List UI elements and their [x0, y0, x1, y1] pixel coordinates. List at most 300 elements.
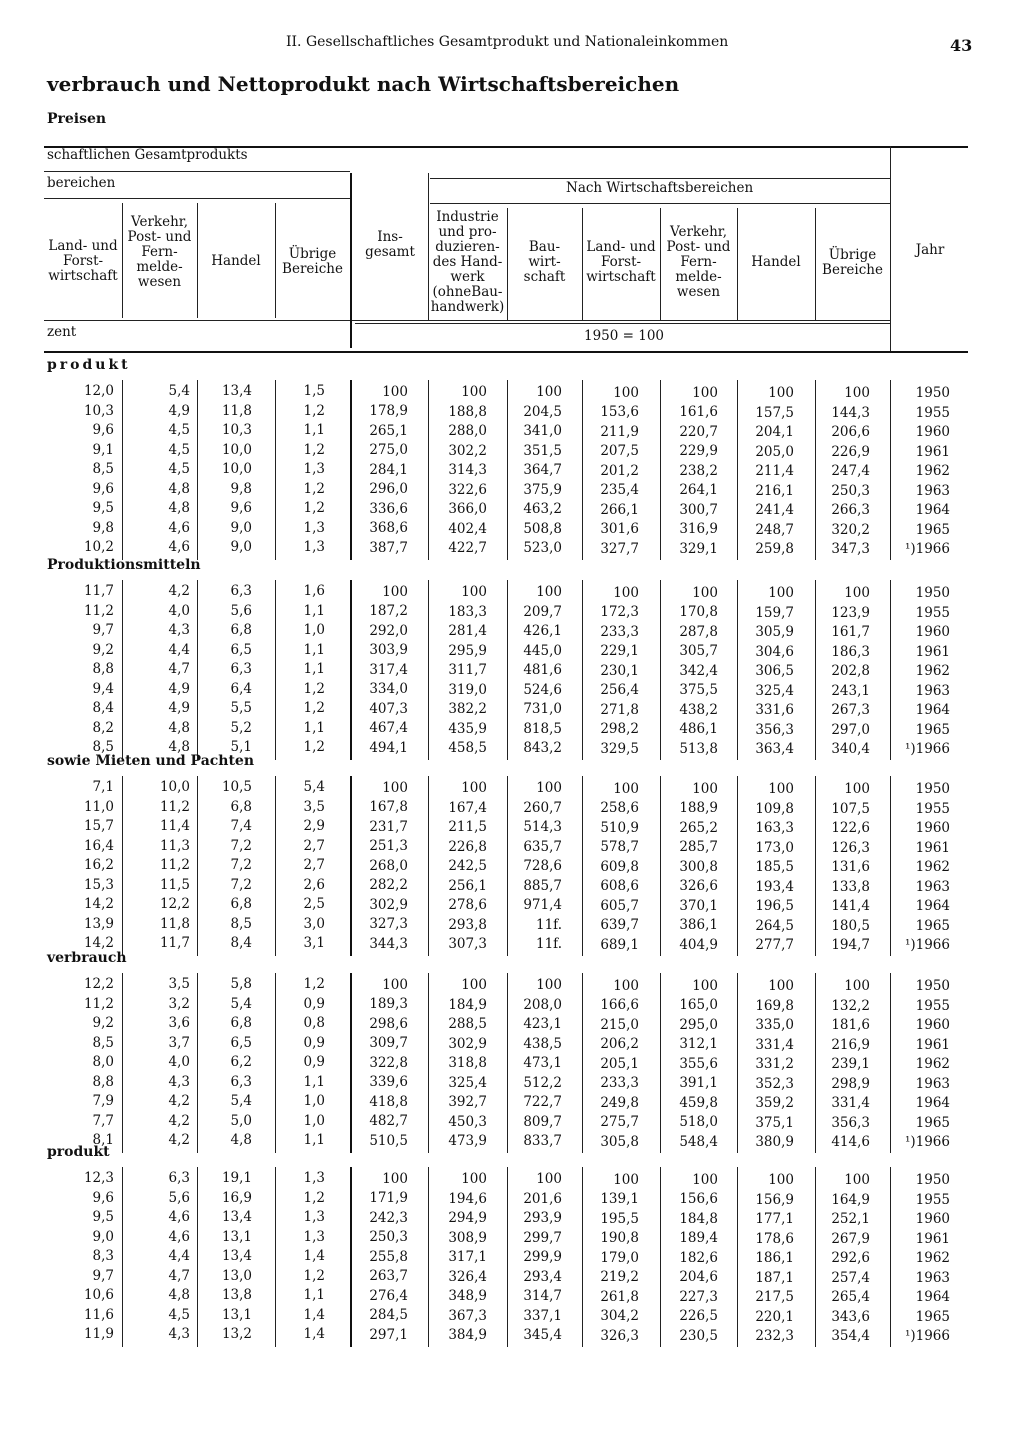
table-cell: 9,6 — [92, 422, 114, 438]
table-cell: 301,6 — [600, 521, 639, 537]
table-cell: 5,4 — [230, 995, 252, 1012]
table-cell: 3,7 — [168, 1034, 190, 1051]
table-cell: 100 — [461, 384, 487, 401]
table-cell: 100 — [844, 385, 870, 402]
table-cell: 391,1 — [679, 1075, 718, 1092]
section-label: Produktionsmitteln — [47, 557, 201, 573]
group-header-left-2: bereichen — [47, 175, 116, 191]
table-cell: 5,0 — [230, 1112, 252, 1129]
year-cell: 1961 — [915, 443, 950, 460]
table-cell: 275,0 — [369, 442, 408, 459]
table-cell: 10,5 — [221, 779, 252, 795]
table-cell: 204,1 — [755, 424, 794, 440]
table-cell: 139,1 — [600, 1191, 639, 1207]
table-cell: 1,0 — [303, 1093, 325, 1109]
table-cell: 169,8 — [755, 997, 794, 1014]
table-cell: 513,8 — [679, 740, 718, 757]
table-cell: 163,3 — [755, 820, 794, 836]
year-cell: 1950 — [915, 978, 950, 995]
table-cell: 1,4 — [303, 1248, 325, 1264]
table-cell: 435,9 — [448, 720, 487, 737]
table-cell: 229,1 — [600, 643, 639, 659]
column-rule — [122, 1167, 123, 1347]
table-cell: 9,7 — [92, 622, 114, 638]
table-cell: 100 — [768, 1172, 794, 1188]
year-cell: ¹)1966 — [904, 1134, 950, 1151]
table-cell: 8,5 — [230, 915, 252, 932]
table-cell: 298,6 — [369, 1015, 408, 1032]
table-cell: 157,5 — [755, 404, 794, 421]
table-cell: 13,4 — [221, 383, 252, 399]
table-cell: 264,5 — [755, 917, 794, 934]
table-cell: 226,9 — [831, 443, 870, 460]
table-cell: 268,0 — [369, 857, 408, 874]
table-cell: 523,0 — [523, 540, 562, 557]
year-cell: 1962 — [915, 1250, 950, 1267]
table-cell: 264,1 — [679, 482, 718, 499]
table-cell: 4,8 — [230, 1132, 252, 1148]
table-cell: 8,5 — [92, 739, 114, 755]
table-cell: 161,6 — [679, 404, 718, 421]
table-cell: 100 — [613, 780, 639, 797]
table-cell: 16,4 — [83, 837, 114, 854]
col-header-handel-left: Handel — [211, 253, 261, 269]
table-cell: 524,6 — [523, 681, 562, 698]
table-cell: 3,2 — [168, 995, 190, 1012]
table-cell: 207,5 — [600, 443, 639, 459]
table-cell: 4,7 — [168, 1267, 190, 1284]
col-header-land-forst-right: Land- und Forst- wirtschaft — [586, 239, 656, 285]
year-cell: 1963 — [915, 878, 950, 895]
table-cell: 166,6 — [600, 997, 639, 1013]
table-cell: 16,9 — [221, 1189, 252, 1206]
table-cell: 4,7 — [168, 661, 190, 677]
table-cell: 331,4 — [755, 1036, 794, 1053]
table-cell: 322,8 — [369, 1054, 408, 1071]
table-cell: 13,8 — [221, 1287, 252, 1303]
table-cell: 375,1 — [755, 1114, 794, 1131]
table-cell: 9,6 — [230, 500, 252, 516]
table-cell: 11,7 — [83, 583, 114, 599]
table-cell: 486,1 — [679, 721, 718, 738]
page-subtitle: Preisen — [47, 111, 107, 127]
group-header-left: schaftlichen Gesamtprodukts — [47, 147, 248, 163]
table-cell: 189,3 — [369, 996, 408, 1013]
table-cell: 6,3 — [230, 583, 252, 599]
table-cell: 9,0 — [230, 519, 252, 536]
table-cell: 342,4 — [679, 662, 718, 679]
table-cell: 190,8 — [600, 1230, 639, 1246]
table-cell: 217,5 — [755, 1289, 794, 1305]
table-cell: 298,9 — [831, 1075, 870, 1092]
table-cell: 329,5 — [600, 740, 639, 757]
table-cell: 281,4 — [448, 623, 487, 640]
table-cell: 261,8 — [600, 1288, 639, 1305]
column-rule — [122, 580, 123, 760]
table-cell: 206,2 — [600, 1036, 639, 1052]
year-cell: 1961 — [915, 1230, 950, 1247]
table-cell: 3,5 — [168, 976, 190, 992]
table-cell: 100 — [536, 1171, 562, 1188]
table-cell: 1,2 — [303, 680, 325, 697]
table-cell: 327,3 — [369, 916, 408, 933]
table-cell: 230,1 — [600, 662, 639, 679]
table-cell: 510,9 — [600, 819, 639, 836]
table-cell: 229,9 — [679, 443, 718, 460]
table-cell: 514,3 — [523, 819, 562, 836]
table-cell: 131,6 — [831, 859, 870, 876]
table-cell: 8,4 — [92, 700, 114, 716]
table-cell: 13,2 — [221, 1326, 252, 1342]
table-cell: 11,6 — [83, 1306, 114, 1323]
table-cell: 133,8 — [831, 878, 870, 895]
table-cell: 8,2 — [92, 719, 114, 736]
table-cell: 322,6 — [448, 481, 487, 498]
table-cell: 11,2 — [83, 995, 114, 1012]
table-cell: 345,4 — [523, 1327, 562, 1344]
table-cell: 107,5 — [831, 800, 870, 817]
table-cell: 188,8 — [448, 403, 487, 420]
table-cell: 288,0 — [448, 423, 487, 440]
table-cell: 510,5 — [369, 1132, 408, 1149]
table-cell: 302,2 — [448, 442, 487, 459]
table-cell: 9,5 — [92, 500, 114, 516]
table-cell: 9,4 — [92, 680, 114, 697]
table-cell: 302,9 — [369, 896, 408, 913]
year-cell: 1964 — [915, 898, 950, 915]
table-cell: 299,7 — [523, 1229, 562, 1246]
table-cell: 1,3 — [303, 461, 325, 477]
table-cell: 277,7 — [755, 937, 794, 953]
table-cell: 233,3 — [600, 1075, 639, 1091]
table-cell: 352,3 — [755, 1075, 794, 1092]
table-cell: 1,1 — [303, 1073, 325, 1090]
table-cell: 518,0 — [679, 1114, 718, 1131]
table-cell: 109,8 — [755, 800, 794, 817]
table-cell: 305,9 — [755, 624, 794, 640]
table-cell: 250,3 — [369, 1229, 408, 1246]
group-header-right: Nach Wirtschaftsbereichen — [566, 180, 754, 196]
table-cell: 172,3 — [600, 604, 639, 620]
year-cell: 1960 — [915, 1017, 950, 1034]
table-cell: 1,4 — [303, 1326, 325, 1342]
table-cell: 508,8 — [523, 520, 562, 537]
table-cell: 722,7 — [523, 1094, 562, 1111]
table-cell: 11,7 — [159, 935, 190, 951]
table-cell: 4,2 — [168, 1093, 190, 1109]
table-cell: 266,3 — [831, 502, 870, 519]
table-cell: 5,6 — [168, 1189, 190, 1206]
table-cell: 10,0 — [159, 779, 190, 795]
table-cell: 341,0 — [523, 423, 562, 440]
table-cell: 10,0 — [221, 461, 252, 477]
table-cell: 5,1 — [230, 739, 252, 755]
table-cell: 3,0 — [303, 915, 325, 932]
table-cell: 4,6 — [168, 539, 190, 555]
year-cell: 1963 — [915, 1075, 950, 1092]
table-cell: 144,3 — [831, 404, 870, 421]
table-cell: 463,2 — [523, 501, 562, 518]
table-cell: 445,0 — [523, 642, 562, 659]
year-cell: 1960 — [915, 424, 950, 441]
table-cell: 159,7 — [755, 604, 794, 621]
table-cell: 16,2 — [83, 857, 114, 873]
table-cell: 336,6 — [369, 500, 408, 517]
table-cell: 605,7 — [600, 897, 639, 914]
table-cell: 100 — [382, 779, 408, 796]
table-cell: 4,5 — [168, 461, 190, 477]
table-cell: 9,0 — [92, 1228, 114, 1245]
table-cell: 299,9 — [523, 1249, 562, 1266]
col-header-verkehr-right: Verkehr, Post- und Fern- melde- wesen — [666, 224, 731, 300]
table-cell: 161,7 — [831, 624, 870, 641]
table-cell: 304,6 — [755, 643, 794, 660]
table-cell: 100 — [382, 583, 408, 600]
table-cell: 339,6 — [369, 1074, 408, 1091]
table-cell: 188,9 — [679, 800, 718, 817]
table-cell: 340,4 — [831, 741, 870, 758]
year-cell: ¹)1966 — [904, 937, 950, 954]
table-cell: 232,3 — [755, 1328, 794, 1344]
table-cell: 6,8 — [230, 896, 252, 912]
year-cell: 1964 — [915, 502, 950, 519]
table-cell: 5,4 — [230, 1093, 252, 1109]
table-cell: 216,9 — [831, 1036, 870, 1053]
table-cell: 5,2 — [230, 719, 252, 736]
table-cell: 9,2 — [92, 641, 114, 658]
table-cell: 5,6 — [230, 602, 252, 619]
table-cell: 370,1 — [679, 897, 718, 914]
unit-right: 1950 = 100 — [584, 328, 665, 344]
table-cell: 256,4 — [600, 682, 639, 698]
table-cell: 351,5 — [523, 442, 562, 459]
table-cell: 326,6 — [679, 878, 718, 895]
table-cell: 364,7 — [523, 462, 562, 479]
year-cell: 1961 — [915, 643, 950, 660]
table-cell: 1,2 — [303, 976, 325, 992]
table-cell: 4,0 — [168, 602, 190, 619]
table-cell: 4,8 — [168, 739, 190, 755]
table-cell: 284,1 — [369, 461, 408, 478]
table-cell: 100 — [844, 978, 870, 995]
table-cell: 206,6 — [831, 424, 870, 441]
table-cell: 126,3 — [831, 839, 870, 856]
table-cell: 211,5 — [448, 819, 487, 836]
table-cell: 2,9 — [303, 818, 325, 834]
table-cell: 608,6 — [600, 878, 639, 894]
table-cell: 187,2 — [369, 603, 408, 620]
table-cell: 512,2 — [523, 1074, 562, 1091]
table-cell: 11,8 — [159, 915, 190, 932]
table-cell: 100 — [461, 584, 487, 601]
year-cell: 1964 — [915, 1095, 950, 1112]
table-cell: 6,8 — [230, 1015, 252, 1031]
table-cell: 1,2 — [303, 402, 325, 419]
table-cell: 4,3 — [168, 1073, 190, 1090]
table-cell: 1,3 — [303, 1170, 325, 1186]
table-cell: 266,1 — [600, 501, 639, 518]
table-cell: 141,4 — [831, 898, 870, 915]
table-cell: 639,7 — [600, 917, 639, 933]
table-cell: 4,4 — [168, 1248, 190, 1264]
year-cell: 1961 — [915, 839, 950, 856]
table-cell: 296,0 — [369, 481, 408, 498]
table-cell: 250,3 — [831, 482, 870, 499]
table-cell: 6,5 — [230, 641, 252, 658]
table-cell: 459,8 — [679, 1094, 718, 1111]
table-cell: 11,9 — [83, 1326, 114, 1342]
table-cell: 10,6 — [83, 1287, 114, 1303]
table-cell: 314,3 — [448, 462, 487, 479]
table-cell: 1,3 — [303, 1209, 325, 1225]
table-cell: 4,9 — [168, 700, 190, 716]
table-cell: 292,6 — [831, 1250, 870, 1267]
table-cell: 100 — [844, 781, 870, 798]
table-cell: 185,5 — [755, 859, 794, 875]
table-cell: 4,9 — [168, 402, 190, 419]
year-cell: 1964 — [915, 1289, 950, 1306]
table-cell: 366,0 — [448, 501, 487, 518]
table-cell: 3,1 — [303, 935, 325, 951]
table-cell: 100 — [692, 384, 718, 401]
table-cell: 226,8 — [448, 838, 487, 855]
table-cell: 473,9 — [448, 1133, 487, 1150]
table-cell: 170,8 — [679, 604, 718, 621]
table-cell: 818,5 — [523, 720, 562, 737]
table-cell: 100 — [692, 780, 718, 797]
col-header-land-forst-left: Land- und Forst- wirtschaft — [48, 238, 118, 284]
table-cell: 11,8 — [221, 402, 252, 419]
table-cell: 132,2 — [831, 997, 870, 1014]
table-cell: 13,4 — [221, 1248, 252, 1264]
table-cell: 14,2 — [83, 935, 114, 951]
table-cell: 100 — [613, 977, 639, 994]
table-cell: 13,9 — [83, 915, 114, 932]
year-cell: 1963 — [915, 682, 950, 699]
table-cell: 15,7 — [83, 818, 114, 834]
col-header-industrie: Industrie und pro- duzieren- des Hand- werk (ohneBau- handwerk) — [430, 209, 505, 315]
year-cell: 1962 — [915, 663, 950, 680]
table-cell: 11,2 — [159, 798, 190, 815]
table-cell: 11,3 — [159, 837, 190, 854]
table-cell: 230,5 — [679, 1327, 718, 1344]
table-cell: 0,9 — [303, 1034, 325, 1051]
table-cell: 971,4 — [523, 897, 562, 914]
page-number: 43 — [950, 36, 973, 55]
table-cell: 9,7 — [92, 1267, 114, 1284]
table-cell: 297,0 — [831, 721, 870, 738]
table-cell: 331,2 — [755, 1056, 794, 1072]
table-cell: 368,6 — [369, 520, 408, 537]
table-cell: 100 — [536, 584, 562, 601]
table-cell: 201,6 — [523, 1190, 562, 1207]
table-cell: 265,1 — [369, 422, 408, 439]
table-cell: 233,3 — [600, 623, 639, 640]
year-cell: ¹)1966 — [904, 541, 950, 558]
table-cell: 252,1 — [831, 1211, 870, 1228]
table-cell: 1,1 — [303, 1132, 325, 1148]
table-cell: 167,8 — [369, 799, 408, 816]
table-cell: 6,8 — [230, 798, 252, 815]
table-cell: 4,6 — [168, 519, 190, 536]
table-cell: 450,3 — [448, 1113, 487, 1130]
table-cell: 4,6 — [168, 1228, 190, 1245]
table-cell: 11f. — [536, 916, 562, 933]
table-cell: 1,3 — [303, 1228, 325, 1245]
year-cell: 1955 — [915, 604, 950, 621]
table-cell: 196,5 — [755, 898, 794, 914]
table-cell: 833,7 — [523, 1133, 562, 1150]
table-cell: 578,7 — [600, 839, 639, 855]
year-cell: 1965 — [915, 1308, 950, 1325]
col-header-insgesamt: Ins- gesamt — [365, 229, 415, 260]
year-cell: 1960 — [915, 624, 950, 641]
table-cell: 548,4 — [679, 1133, 718, 1150]
table-cell: 5,4 — [168, 383, 190, 399]
year-cell: 1965 — [915, 1114, 950, 1131]
table-cell: 293,8 — [448, 916, 487, 933]
table-cell: 257,4 — [831, 1269, 870, 1286]
table-cell: 282,2 — [369, 877, 408, 894]
table-cell: 201,2 — [600, 462, 639, 479]
table-cell: 356,3 — [755, 721, 794, 738]
year-cell: 1955 — [915, 1191, 950, 1208]
table-cell: 295,0 — [679, 1016, 718, 1033]
table-cell: 284,5 — [369, 1307, 408, 1324]
table-cell: 402,4 — [448, 520, 487, 537]
table-cell: 275,7 — [600, 1114, 639, 1130]
year-cell: 1963 — [915, 1269, 950, 1286]
table-cell: 426,1 — [523, 623, 562, 640]
table-cell: 4,3 — [168, 1326, 190, 1342]
column-rule — [122, 776, 123, 956]
section-label: verbrauch — [47, 950, 127, 966]
table-cell: 194,6 — [448, 1190, 487, 1207]
table-cell: 7,1 — [92, 779, 114, 795]
table-cell: 182,6 — [679, 1249, 718, 1266]
table-cell: 184,8 — [679, 1210, 718, 1227]
table-cell: 219,2 — [600, 1269, 639, 1285]
table-cell: 238,2 — [679, 462, 718, 479]
table-cell: 8,3 — [92, 1248, 114, 1264]
table-cell: 689,1 — [600, 936, 639, 953]
year-cell: ¹)1966 — [904, 741, 950, 758]
table-cell: 6,3 — [230, 1073, 252, 1090]
table-cell: 267,3 — [831, 702, 870, 719]
table-cell: 177,1 — [755, 1211, 794, 1227]
table-cell: 728,6 — [523, 858, 562, 875]
table-cell: 4,5 — [168, 422, 190, 438]
table-cell: 9,5 — [92, 1209, 114, 1225]
table-cell: 292,0 — [369, 622, 408, 639]
table-cell: 6,5 — [230, 1034, 252, 1051]
year-cell: 1955 — [915, 800, 950, 817]
table-cell: 1,0 — [303, 1112, 325, 1129]
table-cell: 1,1 — [303, 641, 325, 658]
table-cell: 6,3 — [230, 661, 252, 677]
table-cell: 4,3 — [168, 622, 190, 638]
table-cell: 320,2 — [831, 521, 870, 538]
table-cell: 100 — [768, 978, 794, 994]
table-cell: 13,1 — [221, 1228, 252, 1245]
table-cell: 9,2 — [92, 1015, 114, 1031]
table-cell: 2,5 — [303, 896, 325, 912]
table-cell: 367,3 — [448, 1307, 487, 1324]
table-cell: 187,1 — [755, 1269, 794, 1286]
table-cell: 100 — [768, 781, 794, 797]
table-cell: 407,3 — [369, 700, 408, 717]
table-cell: 356,3 — [831, 1114, 870, 1131]
